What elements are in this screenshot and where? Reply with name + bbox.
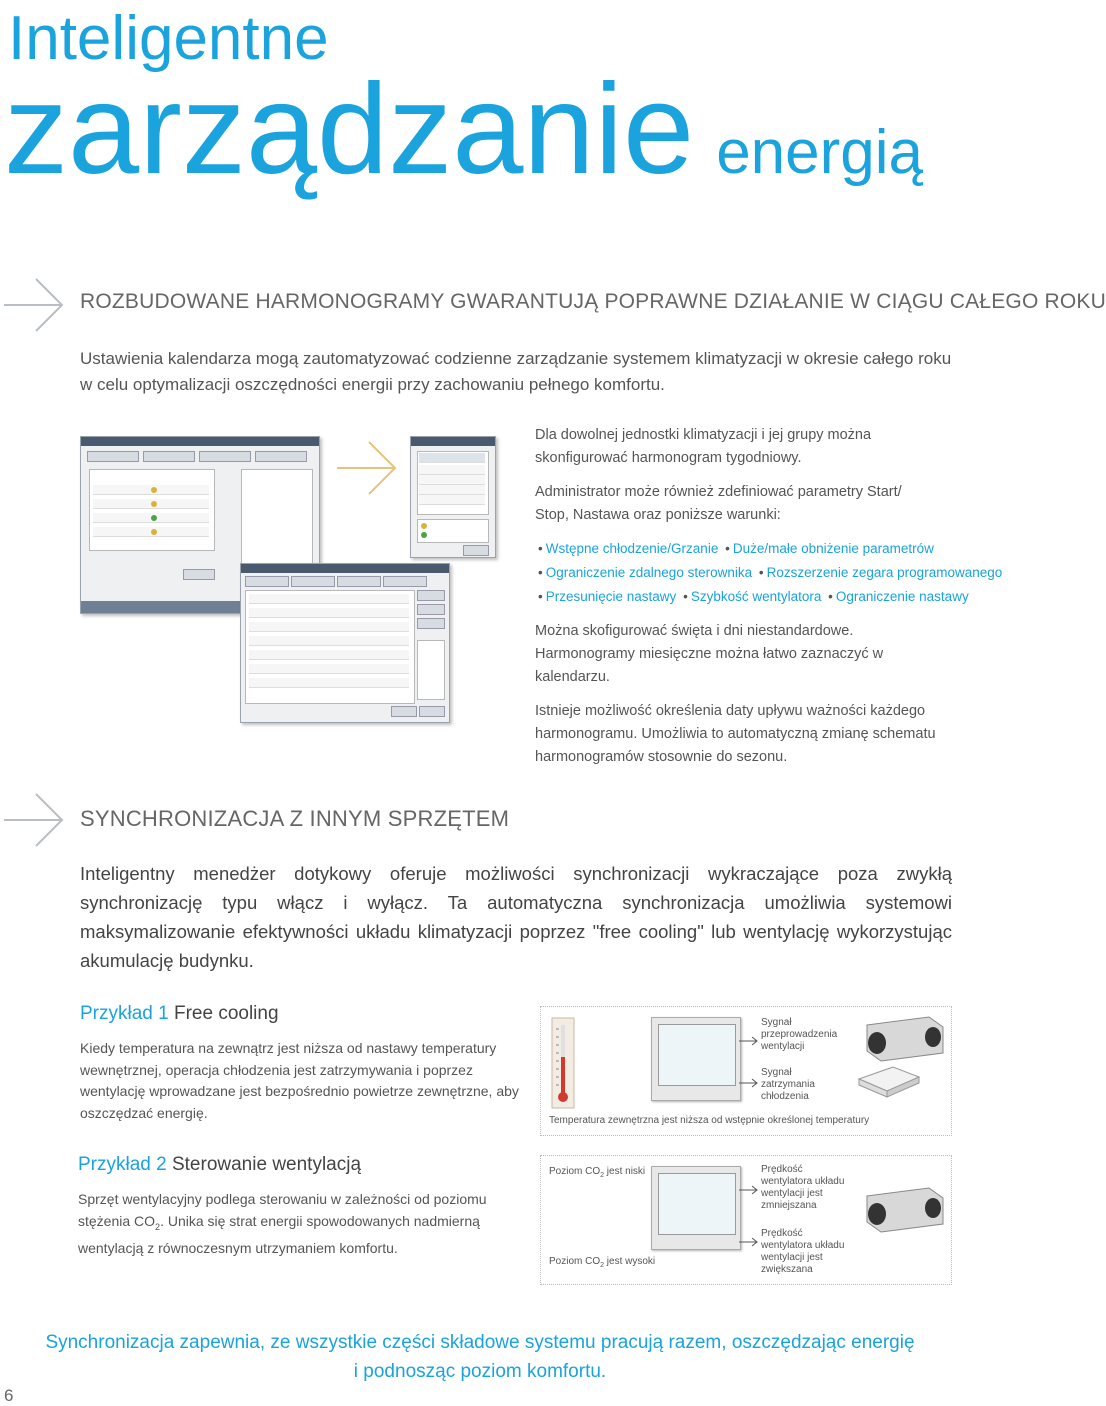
cassette-ac-icon bbox=[853, 1065, 923, 1105]
bullet-row-3: • Przesunięcie nastawy • Szybkość wentylatora • Ograniczenie nastawy bbox=[538, 589, 969, 604]
chevron-right-icon bbox=[337, 440, 399, 496]
bullet-row-1: • Wstępne chłodzenie/Grzanie • Duże/małe obniżenie parametrów bbox=[538, 541, 934, 556]
section1-p1: Dla dowolnej jednostki klimatyzacji i jej grupy można skonfigurować harmonogram tygodniowy. bbox=[535, 427, 872, 466]
touch-controller-icon bbox=[651, 1017, 741, 1101]
calendar-window bbox=[410, 436, 496, 558]
speed-high-label: Prędkość wentylatora układu wentylacji jest zwiększana bbox=[761, 1228, 845, 1275]
example2-diagram bbox=[540, 1155, 952, 1285]
title-line2 bbox=[4, 60, 923, 223]
example1-title: Przykład 1 Free cooling bbox=[80, 1003, 279, 1024]
ventilation-unit-icon bbox=[859, 1015, 945, 1063]
touch-controller-icon bbox=[651, 1166, 741, 1250]
example1-text: Kiedy temperatura na zewnątrz jest niższa od nastawy temperatury wewnętrznej, operacja chłodzenia jest zatrzymywania i poprzez wentylację wprowadzane jest bezpośrednio powietrze zewnętrzne, aby oszczędzać energię. bbox=[80, 1040, 519, 1121]
signal-cooling-stop-label: Sygnał zatrzymania chłodzenia bbox=[761, 1067, 815, 1102]
speed-low-label: Prędkość wentylatora układu wentylacji jest zmniejszana bbox=[761, 1164, 845, 1211]
example2-text: Sprzęt wentylacyjny podlega sterowaniu w zależności od poziomu stężenia $CO_2$. Unika się strat energii spowodowanych nadmierną wentylacją z równoczesnym utrzymaniem komfortu. bbox=[78, 1191, 487, 1256]
signal-ventilation-label: Sygnał przeprowadzenia wentylacji bbox=[761, 1017, 838, 1052]
co2-low-label: Poziom $CO_2$ jest niski bbox=[549, 1166, 646, 1179]
footer-line1: Synchronizacja zapewnia, ze wszystkie części składowe systemu pracują razem, oszczędzając energię bbox=[45, 1332, 915, 1353]
chevron-right-icon bbox=[4, 792, 66, 848]
example1-caption: Temperatura zewnętrzna jest niższa od wstępnie określonej temperatury bbox=[549, 1115, 870, 1126]
footer-text bbox=[0, 1328, 960, 1386]
title-big: zarządzanie bbox=[4, 58, 695, 201]
section2-heading: SYNCHRONIZACJA Z INNYM SPRZĘTEM bbox=[80, 806, 510, 831]
footer-line2: i podnosząc poziom komfortu. bbox=[353, 1361, 607, 1382]
co2-high-label: Poziom $CO_2$ jest wysoki bbox=[549, 1256, 656, 1269]
ventilation-unit-icon bbox=[859, 1186, 945, 1234]
thermometer-icon bbox=[551, 1017, 575, 1109]
section1-intro: Ustawienia kalendarza mogą zautomatyzować codzienne zarządzanie systemem klimatyzacji w okresie całego roku w celu optymalizacji oszczędności energii przy zachowaniu pełnego komfortu. bbox=[80, 349, 952, 394]
title-small: energią bbox=[716, 118, 924, 187]
section1-p4: Istnieje możliwość określenia daty upływu ważności każdego harmonogramu. Umożliwia to automatyczną zmianę schematu harmonogramów stosownie do sezonu. bbox=[535, 703, 936, 765]
bullet-row-2: • Ograniczenie zdalnego sterownika • Rozszerzenie zegara programowanego bbox=[538, 565, 1003, 580]
example2-title: Przykład 2 Sterowanie wentylacją bbox=[78, 1154, 362, 1175]
section1-heading: ROZBUDOWANE HARMONOGRAMY GWARANTUJĄ POPRAWNE DZIAŁANIE W CIĄGU CAŁEGO ROKU bbox=[80, 290, 1106, 313]
section1-p2: Administrator może również zdefiniować parametry Start/ Stop, Nastawa oraz poniższe warunki: bbox=[535, 484, 902, 523]
page-number: 6 bbox=[4, 1386, 14, 1405]
signal-arrows-icon bbox=[739, 1021, 759, 1091]
detail-window bbox=[240, 563, 450, 723]
section2-paragraph: Inteligentny menedżer dotykowy oferuje możliwości synchronizacji wykraczające poza zwykłą synchronizację typu włącz i wyłącz. Ta automatyczna synchronizacja umożliwia systemowi maksymalizowanie efektywności układu klimatyzacji poprzez "free cooling" lub wentylację wykorzystując akumulację budynku. bbox=[80, 863, 952, 971]
title-line1: Inteligentne bbox=[8, 4, 329, 73]
section1-p3: Można skofigurować święta i dni niestandardowe. Harmonogramy miesięczne można łatwo zaznaczyć w kalendarzu. bbox=[535, 623, 884, 685]
example1-diagram bbox=[540, 1006, 952, 1136]
chevron-right-icon bbox=[4, 277, 66, 333]
signal-arrows-icon bbox=[739, 1170, 759, 1250]
